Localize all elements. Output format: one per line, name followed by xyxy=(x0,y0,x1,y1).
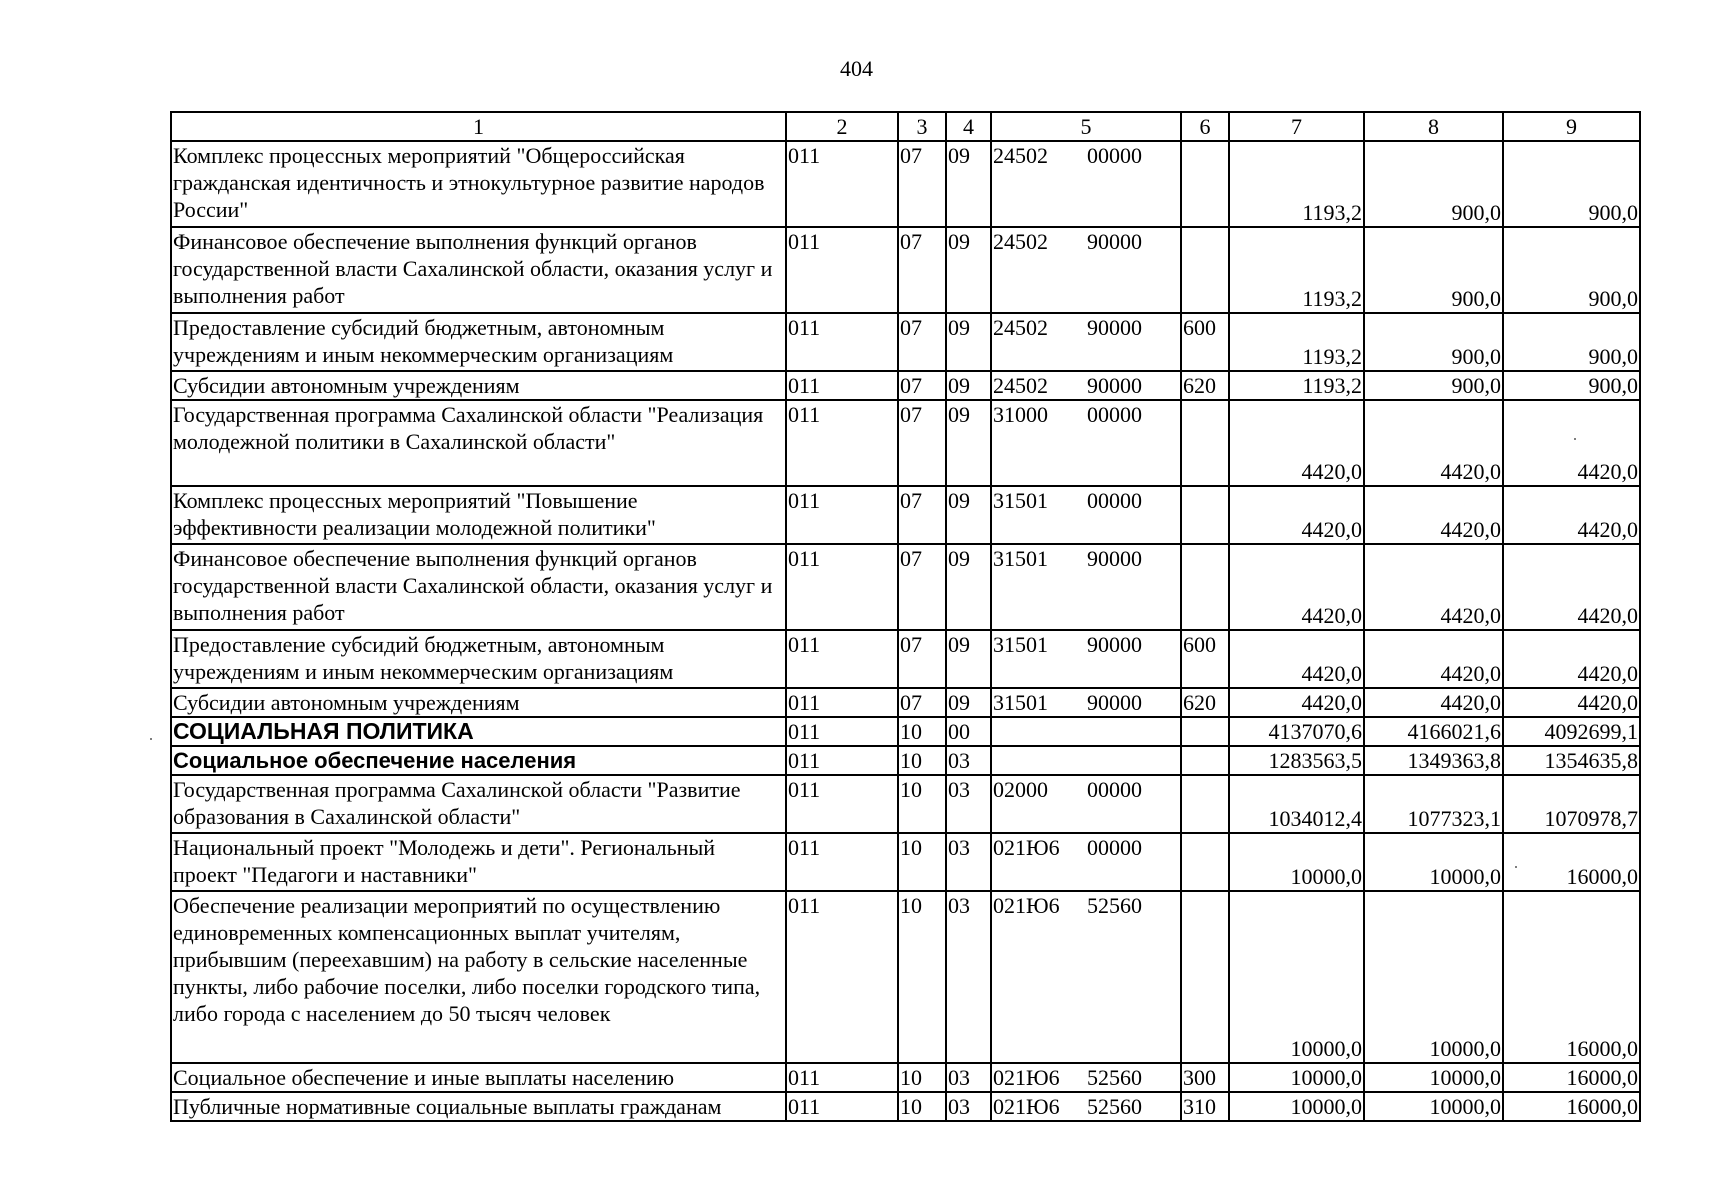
row-name: Социальное обеспечение населения xyxy=(171,746,786,775)
cell-ministry-code: 011 xyxy=(786,1092,898,1121)
target-article-program: 31501 xyxy=(993,632,1048,657)
cell-target-article xyxy=(991,544,1181,630)
table-row xyxy=(171,486,1640,544)
cell-amount-col8: 900,0 xyxy=(1364,227,1503,313)
cell-target-article xyxy=(991,630,1181,688)
cell-section-code: 07 xyxy=(898,313,946,371)
scan-speck xyxy=(150,738,152,740)
cell-section-code: 10 xyxy=(898,833,946,891)
cell-section-code: 07 xyxy=(898,688,946,717)
cell-subsection-code: 03 xyxy=(946,1092,991,1121)
cell-amount-col8: 4420,0 xyxy=(1364,688,1503,717)
target-article-direction: 52560 xyxy=(1087,1094,1142,1119)
cell-target-article xyxy=(991,1092,1181,1121)
cell-ministry-code: 011 xyxy=(786,141,898,227)
cell-subsection-code: 03 xyxy=(946,746,991,775)
cell-subsection-code: 09 xyxy=(946,544,991,630)
target-article-direction: 00000 xyxy=(1087,777,1142,802)
cell-section-code: 07 xyxy=(898,141,946,227)
cell-amount-col9: 900,0 xyxy=(1503,227,1640,313)
row-name: Комплекс процессных мероприятий "Повышение эффективности реализации молодежной политики" xyxy=(171,486,786,544)
cell-expense-type: 600 xyxy=(1181,313,1229,371)
table-row xyxy=(171,746,1640,775)
cell-expense-type xyxy=(1181,544,1229,630)
cell-ministry-code: 011 xyxy=(786,833,898,891)
row-name: Субсидии автономным учреждениям xyxy=(171,688,786,717)
cell-section-code: 10 xyxy=(898,891,946,1063)
cell-amount-col7: 4137070,6 xyxy=(1229,717,1364,746)
cell-subsection-code: 03 xyxy=(946,1063,991,1092)
table-row xyxy=(171,400,1640,486)
cell-ministry-code: 011 xyxy=(786,630,898,688)
cell-amount-col7: 10000,0 xyxy=(1229,1092,1364,1121)
cell-expense-type xyxy=(1181,400,1229,486)
header-col-8: 8 xyxy=(1364,112,1503,141)
cell-target-article xyxy=(991,717,1181,746)
cell-amount-col8: 1349363,8 xyxy=(1364,746,1503,775)
scan-speck xyxy=(1515,866,1517,868)
cell-target-article xyxy=(991,891,1181,1063)
row-name: Государственная программа Сахалинской области "Реализация молодежной политики в Сахалинской области" xyxy=(171,400,786,486)
target-article-program: 31000 xyxy=(993,402,1048,427)
cell-ministry-code: 011 xyxy=(786,400,898,486)
target-article-direction: 90000 xyxy=(1087,546,1142,571)
page-number: 404 xyxy=(840,56,873,81)
cell-target-article xyxy=(991,1063,1181,1092)
cell-ministry-code: 011 xyxy=(786,313,898,371)
target-article-program: 021Ю6 xyxy=(993,1094,1060,1119)
cell-target-article xyxy=(991,141,1181,227)
table-row xyxy=(171,544,1640,630)
cell-amount-col7: 1193,2 xyxy=(1229,371,1364,400)
cell-subsection-code: 03 xyxy=(946,833,991,891)
cell-subsection-code: 09 xyxy=(946,486,991,544)
cell-expense-type xyxy=(1181,746,1229,775)
target-article-direction: 52560 xyxy=(1087,893,1142,918)
target-article-program: 021Ю6 xyxy=(993,835,1060,860)
cell-expense-type xyxy=(1181,227,1229,313)
cell-section-code: 07 xyxy=(898,227,946,313)
cell-section-code: 07 xyxy=(898,544,946,630)
cell-amount-col8: 10000,0 xyxy=(1364,833,1503,891)
row-name: Обеспечение реализации мероприятий по осуществлению единовременных компенсационных выплат учителям, прибывшим (переехавшим) на работу в сельские населенные пункты, либо рабочие поселки, либо поселки городского типа, либо города с населением до 50 тысяч человек xyxy=(171,891,786,1063)
header-col-2: 2 xyxy=(786,112,898,141)
row-name: СОЦИАЛЬНАЯ ПОЛИТИКА xyxy=(171,717,786,746)
table-row xyxy=(171,313,1640,371)
header-col-3: 3 xyxy=(898,112,946,141)
target-article-direction: 00000 xyxy=(1087,488,1142,513)
cell-amount-col9: 4420,0 xyxy=(1503,400,1640,486)
cell-section-code: 07 xyxy=(898,630,946,688)
target-article-program: 24502 xyxy=(993,143,1048,168)
cell-amount-col8: 4420,0 xyxy=(1364,544,1503,630)
cell-ministry-code: 011 xyxy=(786,371,898,400)
cell-amount-col8: 4420,0 xyxy=(1364,486,1503,544)
cell-section-code: 10 xyxy=(898,717,946,746)
cell-subsection-code: 09 xyxy=(946,400,991,486)
cell-amount-col7: 1193,2 xyxy=(1229,313,1364,371)
target-article-program: 24502 xyxy=(993,315,1048,340)
cell-ministry-code: 011 xyxy=(786,688,898,717)
cell-expense-type: 620 xyxy=(1181,371,1229,400)
cell-amount-col8: 4420,0 xyxy=(1364,400,1503,486)
cell-ministry-code: 011 xyxy=(786,891,898,1063)
cell-amount-col8: 10000,0 xyxy=(1364,891,1503,1063)
cell-amount-col7: 1193,2 xyxy=(1229,227,1364,313)
row-name: Национальный проект "Молодежь и дети". Региональный проект "Педагоги и наставники" xyxy=(171,833,786,891)
cell-expense-type xyxy=(1181,833,1229,891)
table-row xyxy=(171,1092,1640,1121)
cell-section-code: 10 xyxy=(898,1092,946,1121)
target-article-program: 021Ю6 xyxy=(993,1065,1060,1090)
table-row xyxy=(171,371,1640,400)
cell-expense-type: 620 xyxy=(1181,688,1229,717)
cell-amount-col8: 900,0 xyxy=(1364,141,1503,227)
cell-amount-col9: 4092699,1 xyxy=(1503,717,1640,746)
cell-ministry-code: 011 xyxy=(786,486,898,544)
row-name: Финансовое обеспечение выполнения функций органов государственной власти Сахалинской области, оказания услуг и выполнения работ xyxy=(171,544,786,630)
row-name: Государственная программа Сахалинской области "Развитие образования в Сахалинской области" xyxy=(171,775,786,833)
table-row xyxy=(171,227,1640,313)
cell-amount-col9: 16000,0 xyxy=(1503,833,1640,891)
cell-section-code: 10 xyxy=(898,1063,946,1092)
cell-amount-col9: 1070978,7 xyxy=(1503,775,1640,833)
cell-amount-col9: 4420,0 xyxy=(1503,688,1640,717)
header-col-1: 1 xyxy=(171,112,786,141)
table-row xyxy=(171,717,1640,746)
target-article-direction: 00000 xyxy=(1087,835,1142,860)
cell-subsection-code: 03 xyxy=(946,775,991,833)
cell-target-article xyxy=(991,313,1181,371)
target-article-direction: 90000 xyxy=(1087,315,1142,340)
cell-amount-col9: 1354635,8 xyxy=(1503,746,1640,775)
cell-section-code: 07 xyxy=(898,486,946,544)
target-article-direction: 52560 xyxy=(1087,1065,1142,1090)
target-article-direction: 90000 xyxy=(1087,229,1142,254)
cell-target-article xyxy=(991,833,1181,891)
target-article-direction: 90000 xyxy=(1087,690,1142,715)
cell-amount-col8: 900,0 xyxy=(1364,313,1503,371)
cell-subsection-code: 09 xyxy=(946,141,991,227)
target-article-program: 31501 xyxy=(993,690,1048,715)
cell-amount-col7: 4420,0 xyxy=(1229,544,1364,630)
cell-subsection-code: 09 xyxy=(946,313,991,371)
cell-amount-col9: 16000,0 xyxy=(1503,891,1640,1063)
cell-section-code: 10 xyxy=(898,775,946,833)
cell-amount-col9: 4420,0 xyxy=(1503,486,1640,544)
cell-amount-col9: 900,0 xyxy=(1503,141,1640,227)
cell-amount-col8: 10000,0 xyxy=(1364,1063,1503,1092)
row-name: Финансовое обеспечение выполнения функций органов государственной власти Сахалинской области, оказания услуг и выполнения работ xyxy=(171,227,786,313)
cell-amount-col9: 900,0 xyxy=(1503,313,1640,371)
cell-amount-col7: 4420,0 xyxy=(1229,688,1364,717)
cell-amount-col7: 10000,0 xyxy=(1229,1063,1364,1092)
cell-section-code: 07 xyxy=(898,371,946,400)
cell-amount-col7: 4420,0 xyxy=(1229,400,1364,486)
cell-section-code: 07 xyxy=(898,400,946,486)
cell-expense-type: 600 xyxy=(1181,630,1229,688)
target-article-program: 31501 xyxy=(993,546,1048,571)
cell-section-code: 10 xyxy=(898,746,946,775)
cell-target-article xyxy=(991,746,1181,775)
cell-amount-col7: 10000,0 xyxy=(1229,891,1364,1063)
table-row xyxy=(171,630,1640,688)
row-name: Социальное обеспечение и иные выплаты населению xyxy=(171,1063,786,1092)
cell-amount-col8: 4420,0 xyxy=(1364,630,1503,688)
header-col-7: 7 xyxy=(1229,112,1364,141)
target-article-direction: 90000 xyxy=(1087,373,1142,398)
scan-speck xyxy=(1574,438,1576,440)
cell-amount-col9: 4420,0 xyxy=(1503,630,1640,688)
cell-expense-type xyxy=(1181,775,1229,833)
cell-amount-col7: 4420,0 xyxy=(1229,486,1364,544)
cell-subsection-code: 09 xyxy=(946,227,991,313)
cell-ministry-code: 011 xyxy=(786,544,898,630)
cell-amount-col8: 1077323,1 xyxy=(1364,775,1503,833)
cell-amount-col9: 16000,0 xyxy=(1503,1092,1640,1121)
cell-target-article xyxy=(991,227,1181,313)
table-row xyxy=(171,1063,1640,1092)
cell-expense-type xyxy=(1181,891,1229,1063)
header-col-9: 9 xyxy=(1503,112,1640,141)
cell-expense-type xyxy=(1181,141,1229,227)
cell-target-article xyxy=(991,688,1181,717)
header-row xyxy=(171,112,1640,141)
table-row xyxy=(171,141,1640,227)
header-col-6: 6 xyxy=(1181,112,1229,141)
row-name: Предоставление субсидий бюджетным, автономным учреждениям и иным некоммерческим организациям xyxy=(171,630,786,688)
cell-ministry-code: 011 xyxy=(786,775,898,833)
cell-target-article xyxy=(991,486,1181,544)
target-article-program: 24502 xyxy=(993,229,1048,254)
cell-subsection-code: 09 xyxy=(946,688,991,717)
cell-expense-type xyxy=(1181,486,1229,544)
target-article-program: 31501 xyxy=(993,488,1048,513)
cell-amount-col7: 1283563,5 xyxy=(1229,746,1364,775)
cell-ministry-code: 011 xyxy=(786,1063,898,1092)
cell-amount-col8: 10000,0 xyxy=(1364,1092,1503,1121)
target-article-program: 02000 xyxy=(993,777,1048,802)
target-article-direction: 00000 xyxy=(1087,143,1142,168)
cell-amount-col9: 16000,0 xyxy=(1503,1063,1640,1092)
cell-amount-col8: 900,0 xyxy=(1364,371,1503,400)
row-name: Публичные нормативные социальные выплаты гражданам xyxy=(171,1092,786,1121)
row-name: Предоставление субсидий бюджетным, автономным учреждениям и иным некоммерческим организациям xyxy=(171,313,786,371)
row-name: Комплекс процессных мероприятий "Общероссийская гражданская идентичность и этнокультурное развитие народов России" xyxy=(171,141,786,227)
cell-ministry-code: 011 xyxy=(786,717,898,746)
cell-subsection-code: 03 xyxy=(946,891,991,1063)
cell-amount-col7: 4420,0 xyxy=(1229,630,1364,688)
table-row xyxy=(171,833,1640,891)
cell-expense-type: 310 xyxy=(1181,1092,1229,1121)
cell-amount-col7: 10000,0 xyxy=(1229,833,1364,891)
budget-table xyxy=(170,111,1641,1122)
cell-target-article xyxy=(991,775,1181,833)
table-row xyxy=(171,775,1640,833)
cell-ministry-code: 011 xyxy=(786,746,898,775)
target-article-program: 24502 xyxy=(993,373,1048,398)
table-row xyxy=(171,688,1640,717)
target-article-program: 021Ю6 xyxy=(993,893,1060,918)
cell-expense-type: 300 xyxy=(1181,1063,1229,1092)
cell-target-article xyxy=(991,400,1181,486)
target-article-direction: 90000 xyxy=(1087,632,1142,657)
cell-amount-col7: 1193,2 xyxy=(1229,141,1364,227)
cell-amount-col7: 1034012,4 xyxy=(1229,775,1364,833)
cell-subsection-code: 09 xyxy=(946,630,991,688)
header-col-5: 5 xyxy=(991,112,1181,141)
cell-subsection-code: 09 xyxy=(946,371,991,400)
cell-ministry-code: 011 xyxy=(786,227,898,313)
table-row xyxy=(171,891,1640,1063)
row-name: Субсидии автономным учреждениям xyxy=(171,371,786,400)
cell-amount-col8: 4166021,6 xyxy=(1364,717,1503,746)
header-col-4: 4 xyxy=(946,112,991,141)
target-article-direction: 00000 xyxy=(1087,402,1142,427)
cell-subsection-code: 00 xyxy=(946,717,991,746)
cell-target-article xyxy=(991,371,1181,400)
cell-amount-col9: 900,0 xyxy=(1503,371,1640,400)
cell-amount-col9: 4420,0 xyxy=(1503,544,1640,630)
cell-expense-type xyxy=(1181,717,1229,746)
